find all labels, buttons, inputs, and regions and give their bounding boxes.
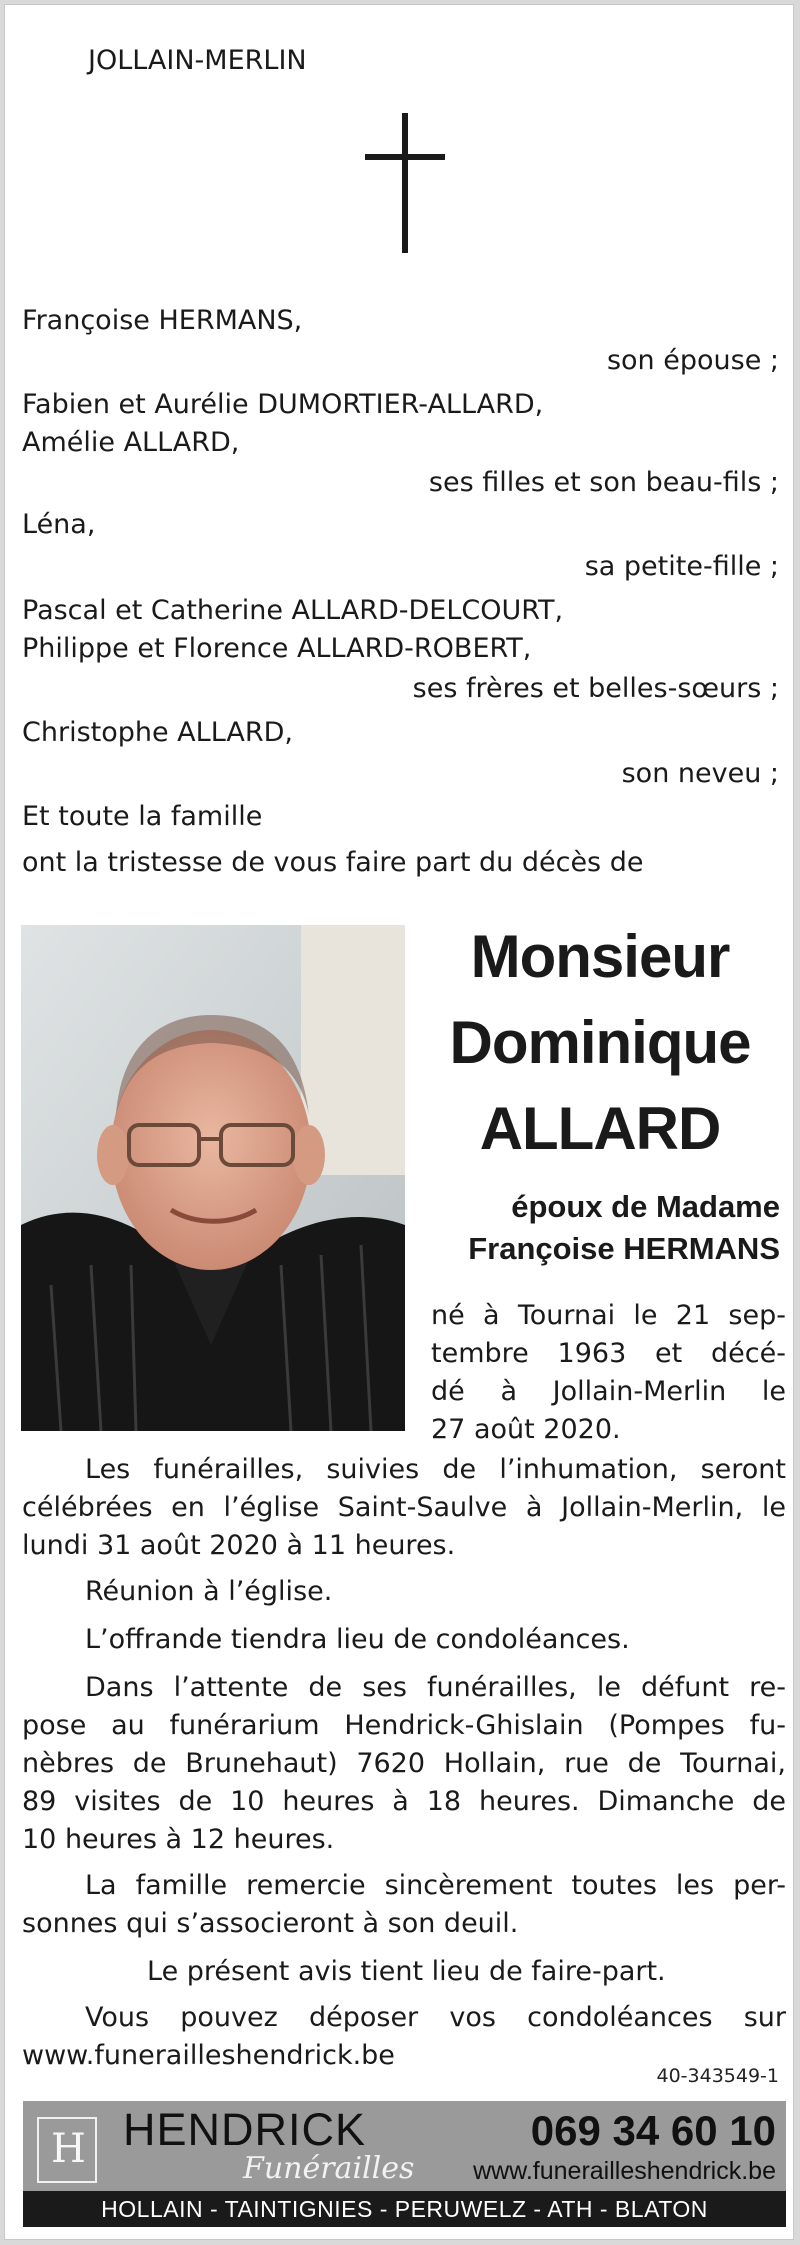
funeral-home-name: HENDRICK xyxy=(123,2104,367,2155)
thanks-text: sonnes qui s’associeront à son deuil. xyxy=(22,1908,519,1939)
visit-text: 10 heures à 12 heures. xyxy=(22,1824,335,1855)
family-line: Françoise HERMANS, xyxy=(22,305,303,336)
condolences-link[interactable]: www.funerailleshendrick.be xyxy=(22,2040,395,2071)
reference-number: 40-343549-1 xyxy=(656,2065,779,2087)
family-relation: son épouse ; xyxy=(606,345,779,376)
family-relation: sa petite-fille ; xyxy=(584,551,779,582)
visit-text: nèbres de Brunehaut) 7620 Hollain, rue de Tournai, xyxy=(22,1748,786,1779)
funeral-home-website[interactable]: www.funerailleshendrick.be xyxy=(473,2157,776,2185)
condolences-text: Vous pouvez déposer vos condoléances sur xyxy=(85,2002,786,2033)
family-line: ont la tristesse de vous faire part du décès de xyxy=(22,847,644,878)
funeral-text: lundi 31 août 2020 à 11 heures. xyxy=(22,1530,456,1561)
thanks-text: La famille remercie sincèrement toutes les per- xyxy=(85,1870,786,1901)
funeral-text: Les funérailles, suivies de l’inhumation, seront xyxy=(85,1454,786,1485)
offering-text: L’offrande tiendra lieu de condoléances. xyxy=(85,1624,630,1655)
funeral-home-phone[interactable]: 069 34 60 10 xyxy=(530,2107,776,2154)
obituary-page xyxy=(4,4,794,2240)
location-heading: JOLLAIN-MERLIN xyxy=(88,45,307,76)
hendrick-logo-icon: H xyxy=(37,2117,97,2183)
funeral-home-tagline: Funérailles xyxy=(243,2151,415,2186)
family-line: Et toute la famille xyxy=(22,801,263,832)
spouse-line: époux de Madame xyxy=(511,1189,780,1224)
deceased-first-name: Dominique xyxy=(449,1009,751,1076)
birth-line: tembre 1963 et décé- xyxy=(431,1338,786,1369)
family-line: Amélie ALLARD, xyxy=(22,427,240,458)
funeral-home-towns: HOLLAIN - TAINTIGNIES - PERUWELZ - ATH - BLATON xyxy=(23,2191,786,2227)
meeting-text: Réunion à l’église. xyxy=(85,1576,333,1607)
family-line: Léna, xyxy=(22,509,96,540)
family-line: Christophe ALLARD, xyxy=(22,717,293,748)
birth-line: 27 août 2020. xyxy=(431,1414,621,1445)
visit-text: pose au funérarium Hendrick-Ghislain (Pompes fu- xyxy=(22,1710,786,1741)
funeral-text: célébrées en l’église Saint-Saulve à Jollain-Merlin, le xyxy=(22,1492,786,1523)
deceased-last-name: ALLARD xyxy=(479,1095,721,1162)
family-relation: ses frères et belles-sœurs ; xyxy=(412,673,779,704)
visit-text: 89 visites de 10 heures à 18 heures. Dimanche de xyxy=(22,1786,786,1817)
spouse-line: Françoise HERMANS xyxy=(468,1231,780,1266)
birth-line: né à Tournai le 21 sep- xyxy=(431,1300,786,1331)
family-line: Pascal et Catherine ALLARD-DELCOURT, xyxy=(22,595,564,626)
deceased-title: Monsieur xyxy=(470,923,730,990)
funeral-home-banner xyxy=(23,2101,786,2191)
portrait-photo xyxy=(21,925,405,1431)
visit-text: Dans l’attente de ses funérailles, le défunt re- xyxy=(85,1672,786,1703)
family-relation: son neveu ; xyxy=(621,758,779,789)
family-line: Philippe et Florence ALLARD-ROBERT, xyxy=(22,633,532,664)
family-relation: ses filles et son beau-fils ; xyxy=(428,467,779,498)
family-line: Fabien et Aurélie DUMORTIER-ALLARD, xyxy=(22,389,544,420)
birth-line: dé à Jollain-Merlin le xyxy=(431,1376,786,1407)
cross-icon xyxy=(365,113,445,253)
notice-text: Le présent avis tient lieu de faire-part. xyxy=(147,1956,666,1987)
